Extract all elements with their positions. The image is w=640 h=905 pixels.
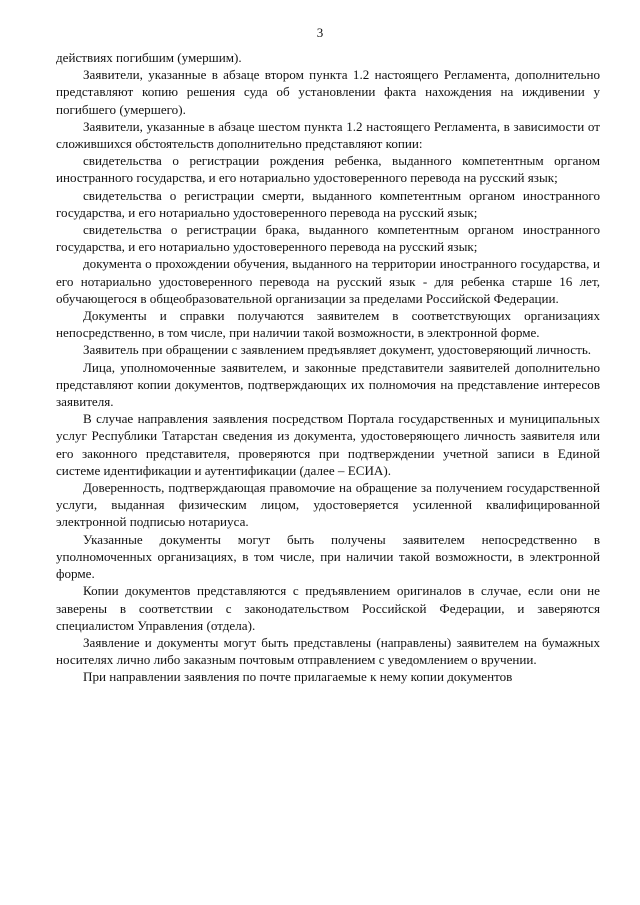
paragraph: свидетельства о регистрации рождения ребенка, выданного компетентным органом иностранного государства, и его нотариально удостоверенного перевода на русский язык; [56,153,600,186]
paragraph: Копии документов представляются с предъявлением оригиналов в случае, если они не заверены в соответствии с законодательством Российской Федерации, и заверяются специалистом Управления (отдела). [56,583,600,633]
paragraph: Заявители, указанные в абзаце шестом пункта 1.2 настоящего Регламента, в зависимости от сложившихся обстоятельств дополнительно представляют копии: [56,118,600,152]
paragraph: Заявитель при обращении с заявлением предъявляет документ, удостоверяющий личность. [83,342,592,358]
paragraph: В случае направления заявления посредством Портала государственных и муниципальных услуг Республики Татарстан сведения из документа, удостоверяющего личность заявителя или его законного представителя, проверяются при подтверждении учетной записи в Единой системе идентификации и аутентификации (далее – ЕСИА). [56,411,600,478]
paragraph: документа о прохождении обучения, выданного на территории иностранного государства, и его нотариально удостоверенного перевода на русский язык - для ребенка старше 16 лет, обучающегося в общеобразовательной организации за пределами Российской Федерации. [56,256,600,306]
paragraph: Заявление и документы могут быть представлены (направлены) заявителем на бумажных носителях лично либо заказным почтовым отправлением с уведомлением о вручении. [56,634,600,668]
paragraph: действиях погибшим (умершим). [56,50,242,65]
paragraph: При направлении заявления по почте прилагаемые к нему копии документов [83,669,513,685]
paragraph: Доверенность, подтверждающая правомочие на обращение за получением государственной услуги, выданная физическим лицом, удостоверяется усиленной квалифицированной электронной подписью нотариуса. [56,480,600,530]
page-number: 3 [316,25,324,40]
paragraph: свидетельства о регистрации брака, выданного компетентным органом иностранного государства, и его нотариально удостоверенного перевода на русский язык; [56,222,600,255]
paragraph: Указанные документы могут быть получены заявителем непосредственно в уполномоченных организациях, в том числе, при наличии такой возможности, в электронной форме. [56,531,600,582]
paragraph: Заявители, указанные в абзаце втором пункта 1.2 настоящего Регламента, дополнительно представляют копию решения суда об установлении факта нахождения на иждивении у погибшего (умершего). [56,67,600,117]
paragraph: Документы и справки получаются заявителем в соответствующих организациях непосредственно, в том числе, при наличии такой возможности, в электронной форме. [56,308,600,341]
document-body [56,49,600,686]
paragraph: свидетельства о регистрации смерти, выданного компетентным органом иностранного государства, и его нотариально удостоверенного перевода на русский язык; [56,187,600,220]
paragraph: Лица, уполномоченные заявителем, и законные представители заявителей дополнительно представляют копии документов, подтверждающих их полномочия на представление интересов заявителя. [56,359,600,410]
